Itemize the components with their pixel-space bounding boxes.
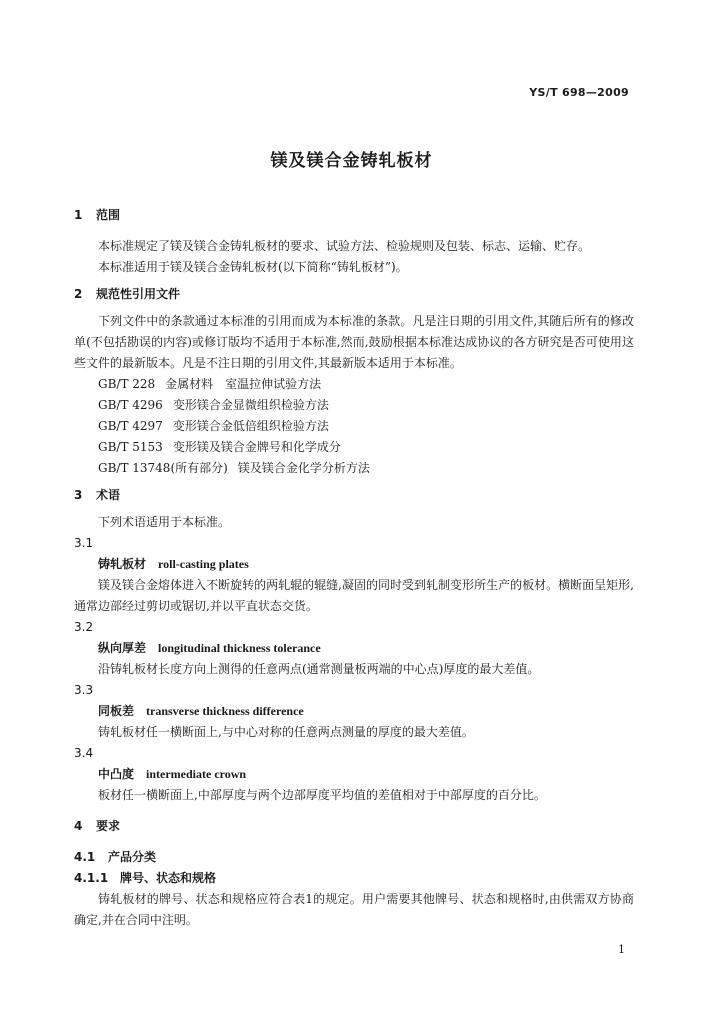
term-definition: 板材任一横断面上,中部厚度与两个边部厚度平均值的差值相对于中部厚度的百分比。 xyxy=(98,788,546,802)
section-number: 3 xyxy=(74,488,83,502)
section-title: 范围 xyxy=(96,208,121,222)
subsection-heading-product-classification xyxy=(74,847,634,868)
term-number: 3.1 xyxy=(74,536,94,550)
term-number: 3.3 xyxy=(74,683,94,697)
section-heading-terms xyxy=(74,485,634,506)
subsection-title: 产品分类 xyxy=(108,850,157,864)
section-number: 2 xyxy=(74,287,83,301)
standard-code: YS/T 698—2009 xyxy=(529,86,629,99)
term-number: 3.4 xyxy=(74,746,94,760)
reference-code: GB/T 5153 xyxy=(98,440,163,454)
document-title: 镁及镁合金铸轧板材 xyxy=(270,151,433,171)
term-definition: 沿铸轧板材长度方向上测得的任意两点(通常测量板两端的中心点)厚度的最大差值。 xyxy=(98,662,540,676)
document-body xyxy=(74,205,634,931)
subsection-heading-grades-tempers-sizes xyxy=(74,868,634,889)
paragraph: 本标准规定了镁及镁合金铸轧板材的要求、试验方法、检验规则及包装、标志、运输、贮存。 xyxy=(98,239,591,253)
paragraph: 下列术语适用于本标准。 xyxy=(98,515,231,529)
reference-code: GB/T 228 xyxy=(98,377,156,391)
section-heading-normative-references xyxy=(74,284,634,305)
subsection-number: 4.1.1 xyxy=(74,871,109,885)
term-name xyxy=(74,554,634,575)
reference-item xyxy=(74,437,634,458)
section-number: 4 xyxy=(74,819,83,833)
reference-item xyxy=(74,374,634,395)
term-name-en: intermediate crown xyxy=(146,767,247,781)
section-title: 要求 xyxy=(96,819,121,833)
term-name-cn: 纵向厚差 xyxy=(98,641,147,655)
section-heading-requirements xyxy=(74,816,634,837)
term-name-cn: 同板差 xyxy=(98,704,135,718)
term-name-en: longitudinal thickness tolerance xyxy=(158,641,321,655)
section-title: 术语 xyxy=(96,488,121,502)
subsection-number: 4.1 xyxy=(74,850,96,864)
reference-item xyxy=(74,416,634,437)
paragraph: 本标准适用于镁及镁合金铸轧板材(以下简称“铸轧板材”)。 xyxy=(98,260,408,274)
term-name xyxy=(74,701,634,722)
term-name xyxy=(74,638,634,659)
subsection-title: 牌号、状态和规格 xyxy=(120,871,217,885)
reference-title: 金属材料 室温拉伸试验方法 xyxy=(165,377,322,391)
page-number: 1 xyxy=(618,943,625,956)
reference-title: 变形镁合金低倍组织检验方法 xyxy=(172,419,329,433)
paragraph: 铸轧板材的牌号、状态和规格应符合表1的规定。用户需要其他牌号、状态和规格时,由供需双方协商确定,并在合同中注明。 xyxy=(74,892,634,927)
reference-code: GB/T 4297 xyxy=(98,419,163,433)
reference-code: GB/T 13748(所有部分) xyxy=(98,461,228,475)
term-definition: 铸轧板材任一横断面上,与中心对称的任意两点测量的厚度的最大差值。 xyxy=(98,725,474,739)
term-name-cn: 铸轧板材 xyxy=(98,557,147,571)
term-definition: 镁及镁合金熔体进入不断旋转的两轧辊的辊缝,凝固的同时受到轧制变形所生产的板材。横断面呈矩形,通常边部经过剪切或锯切,并以平直状态交货。 xyxy=(74,578,634,613)
reference-item xyxy=(74,458,634,479)
reference-title: 镁及镁合金化学分析方法 xyxy=(237,461,370,475)
paragraph: 下列文件中的条款通过本标准的引用而成为本标准的条款。凡是注日期的引用文件,其随后所有的修改单(不包括勘误的内容)或修订版均不适用于本标准,然而,鼓励根据本标准达成协议的各方研究是否可使用这些文件的最新版本。凡是不注日期的引用文件,其最新版本适用于本标准。 xyxy=(74,314,634,370)
term-name xyxy=(74,764,634,785)
reference-title: 变形镁及镁合金牌号和化学成分 xyxy=(172,440,341,454)
term-name-en: roll-casting plates xyxy=(158,557,249,571)
term-name-cn: 中凸度 xyxy=(98,767,135,781)
term-name-en: transverse thickness difference xyxy=(146,704,304,718)
section-number: 1 xyxy=(74,208,83,222)
reference-code: GB/T 4296 xyxy=(98,398,163,412)
section-title: 规范性引用文件 xyxy=(96,287,181,301)
term-number: 3.2 xyxy=(74,620,94,634)
reference-item xyxy=(74,395,634,416)
section-heading-scope xyxy=(74,205,634,226)
reference-title: 变形镁合金显微组织检验方法 xyxy=(172,398,329,412)
